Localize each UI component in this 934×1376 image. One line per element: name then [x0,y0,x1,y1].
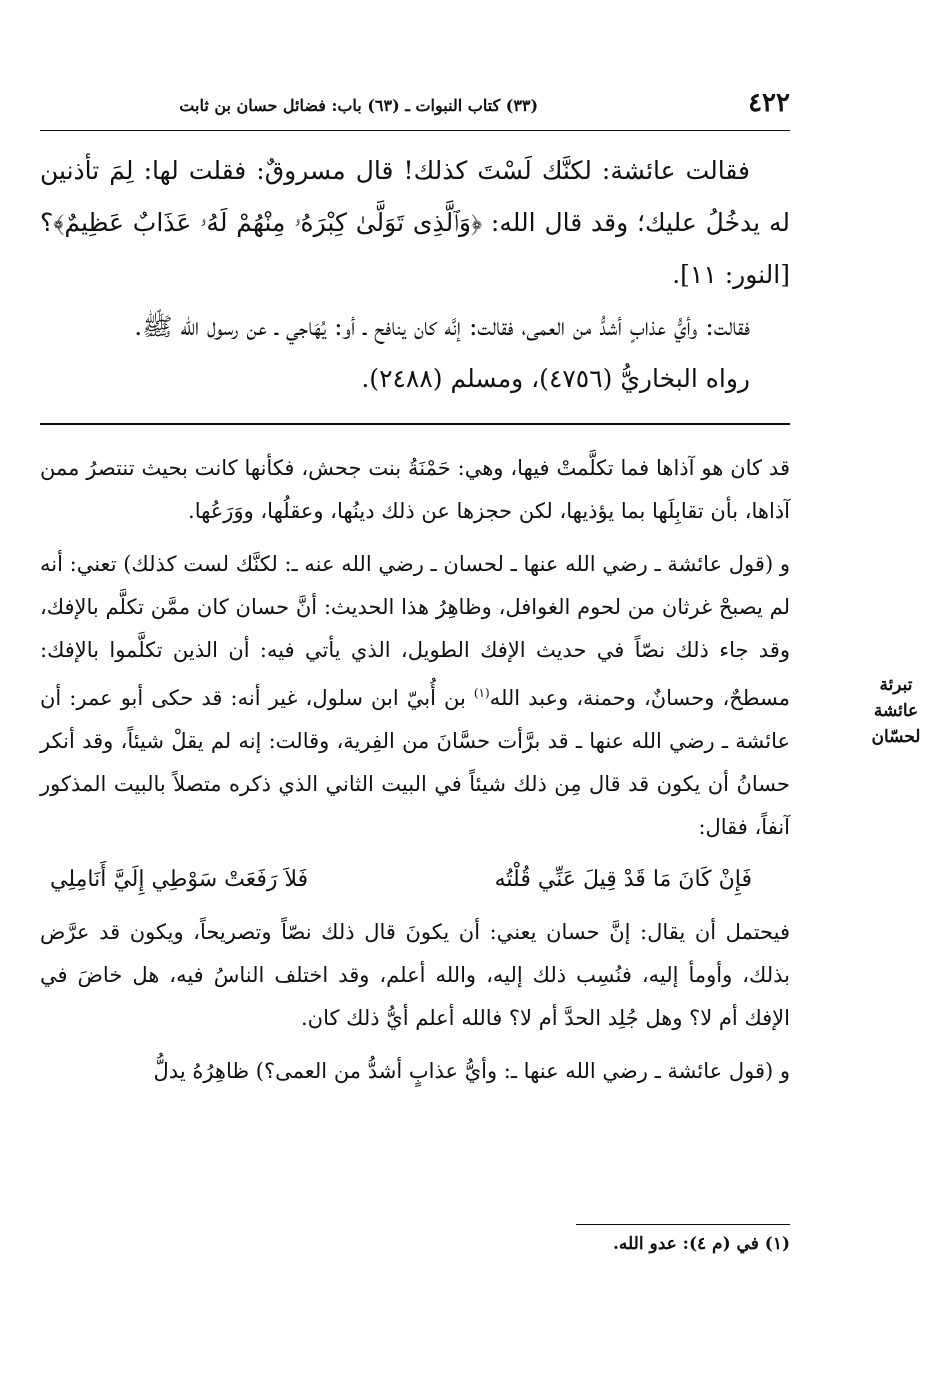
commentary-text [40,447,790,1093]
footnote: (١) في (م ٤): عدو الله. [613,1234,790,1254]
page-number: ٤٢٢ [748,88,790,118]
hadith-text [40,145,790,405]
commentary-paragraph [40,543,790,849]
margin-heading [866,672,926,750]
commentary-text-run: و (قول عائشة ـ رضي الله عنها ـ لحسان ـ رضي الله عنه ـ: لكنَّك لست كذلك) تعني: أنه لم يصبحْ غرثان من لحوم الغوافل، وظاهِرُ هذا الحديث: أنَّ حسان كان ممَّن تكلَّم بالإفك، وقد جاء ذلك نصّاً في حديث الإفك الطويل، الذي يأتي فيه: أن الذين تكلَّموا بالإفك: مسطحٌ، وحسانٌ، وحمنة، وعبد الله [40,552,791,710]
section-divider [40,423,790,425]
verse-first-hemistich: فَإِنْ كَانَ مَا قَدْ قِيلَ عَنِّي قُلْتُه [494,867,752,892]
commentary-text-run: بن أُبيّ ابن سلول، غير أنه: قد حكى أبو عمر: أن عائشة ـ رضي الله عنها ـ قد برَّأت حسَّانَ من الفِرية، وقالت: إنه لم يقلْ شيئاً، وقد أنكر حسانُ أن يكون قد قال مِن ذلك شيئاً في البيت الثاني الذي ذكره متصلاً بالبيت المذكور آنفاً، فقال: [40,686,790,839]
margin-heading-line: عائشة [873,701,919,721]
verse-second-hemistich: فَلاَ رَفَعَتْ سَوْطِي إِلَيَّ أَنَامِلِي [50,867,309,892]
hadith-paragraph: فقالت عائشة: لكنَّك لَسْتَ كذلك! قال مسروقٌ: فقلت لها: لِمَ تأذنين له يدخُلُ عليك؛ وقد قال الله: ﴿وَٱلَّذِى تَوَلَّىٰ كِبْرَهُۥ مِنْهُمْ لَهُۥ عَذَابٌ عَظِيمٌ﴾؟ [النور: ١١]. [40,156,790,289]
poetry-verse [40,851,790,909]
margin-heading-line: تبرئة [879,675,913,695]
commentary-paragraph: فيحتمل أن يقال: إنَّ حسان يعني: أن يكونَ قال ذلك نصّاً وتصريحاً، ويكون قد عرَّض بذلك، وأومأ إليه، فنُسِب ذلك إليه، والله أعلم، وقد اختلف الناسُ فيه، هل خاضَ في الإفك أم لا؟ وهل جُلِد الحدَّ أم لا؟ فالله أعلم أيُّ ذلك كان. [40,920,790,1030]
margin-heading-line: لحسّان [871,727,921,747]
book-page [40,88,790,1093]
commentary-paragraph: و (قول عائشة ـ رضي الله عنها ـ: وأيُّ عذابٍ أشدُّ من العمى؟) ظاهِرُهُ يدلُّ [153,1059,790,1083]
commentary-paragraph: قد كان هو آذاها فما تكلَّمتْ فيها، وهي: حَمْنَةُ بنت جحش، فكأنها كانت بحيث تنتصرُ ممن آذاها، بأن تقابِلَها بما يؤذيها، لكن حجزها عن ذلك دينُها، وعقلُها، ووَرَعُها. [40,456,790,523]
footnote-rule [576,1224,790,1225]
hadith-reference: رواه البخاريُّ (٤٧٥٦)، ومسلم (٢٤٨٨). [361,364,750,393]
footnote-marker[interactable]: (١) [473,686,490,700]
hadith-paragraph: فقالت: وأيُّ عذابٍ أشدُّ من العمى، فقالت: إنَّه كان ينافح ـ أو: يُهَاجي ـ عن رسول الله ﷺ. [134,312,750,341]
running-header [40,88,790,131]
running-title: (٣٣) كتاب النبوات ـ (٦٣) باب: فضائل حسان بن ثابت [179,96,539,115]
